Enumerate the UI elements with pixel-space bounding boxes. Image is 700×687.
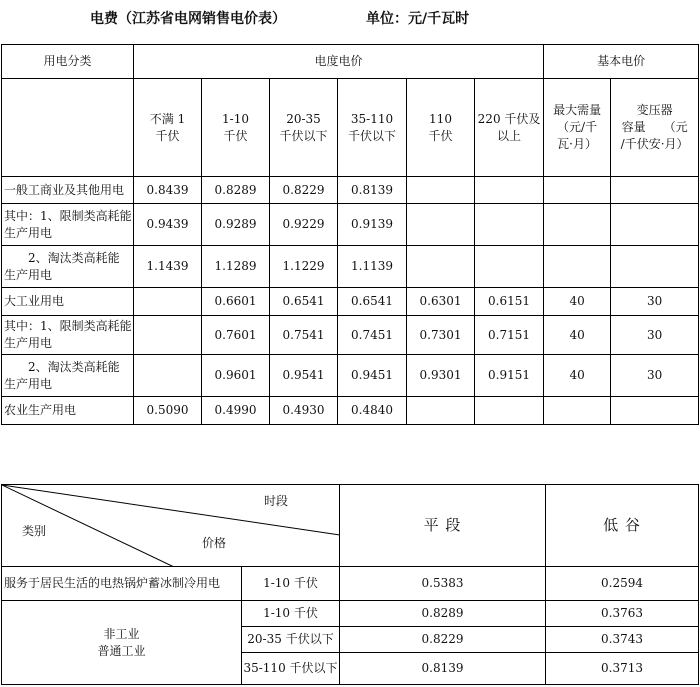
flat-period-header: 平 段 [340,485,546,567]
tariff-table-body [2,177,699,425]
time-of-use-table [1,484,699,685]
price-cell: 0.9229 [270,204,338,246]
voltage-cell: 1-10 千伏 [242,601,340,627]
header-voltage-col: 220 千伏及 以上 [475,79,544,177]
price-cell: 0.4990 [202,397,270,425]
diagonal-header-cell [2,485,340,567]
price-cell: 0.9541 [270,355,338,397]
price-cell: 0.6541 [338,288,407,316]
header-voltage-col: 1-10 千伏 [202,79,270,177]
price-cell [407,397,475,425]
price-cell: 40 [544,316,611,355]
price-cell: 30 [611,355,699,397]
valley-price-cell: 0.2594 [546,567,699,601]
price-cell [611,204,699,246]
price-cell: 0.7541 [270,316,338,355]
price-cell: 0.4930 [270,397,338,425]
price-cell [544,204,611,246]
header-voltage-col: 不满 1 千伏 [134,79,202,177]
price-cell: 0.6541 [270,288,338,316]
valley-price-cell: 0.3743 [546,627,699,653]
price-cell: 1.1439 [134,246,202,288]
price-cell: 0.9451 [338,355,407,397]
price-cell [544,177,611,204]
voltage-cell: 1-10 千伏 [242,567,340,601]
table-row [2,204,699,246]
price-cell: 0.5090 [134,397,202,425]
price-cell: 0.9301 [407,355,475,397]
price-cell: 1.1139 [338,246,407,288]
price-cell: 0.8289 [202,177,270,204]
price-cell: 0.9601 [202,355,270,397]
row-category-label: 大工业用电 [2,288,134,316]
price-cell [611,397,699,425]
price-cell: 0.4840 [338,397,407,425]
header-voltage-col: 35-110 千伏以下 [338,79,407,177]
voltage-cell: 35-110 千伏以下 [242,653,340,685]
price-cell: 0.7151 [475,316,544,355]
tariff-table [1,44,699,425]
price-cell [134,355,202,397]
price-cell [611,177,699,204]
unit-label: 单位：元/千瓦时 [366,11,470,27]
voltage-cell: 20-35 千伏以下 [242,627,340,653]
price-cell: 0.9151 [475,355,544,397]
document-title: 电费（江苏省电网销售电价表） [90,11,286,27]
price-cell: 0.6151 [475,288,544,316]
price-cell [475,204,544,246]
row-category-label: 2、淘汰类高耗能 生产用电 [2,355,134,397]
price-cell [134,288,202,316]
price-cell: 0.6601 [202,288,270,316]
price-cell [475,177,544,204]
flat-price-cell: 0.5383 [340,567,546,601]
price-cell: 0.6301 [407,288,475,316]
price-cell: 0.7301 [407,316,475,355]
price-cell: 0.9139 [338,204,407,246]
price-cell: 30 [611,288,699,316]
price-cell: 0.9439 [134,204,202,246]
header-category-blank [2,79,134,177]
row-category-label: 其中：1、限制类高耗能 生产用电 [2,316,134,355]
document-title-row [0,6,700,28]
header-energy-price: 电度电价 [134,45,544,79]
table-row [2,246,699,288]
header-max-demand: 最大需量 （元/千 瓦·月） [544,79,611,177]
price-cell: 0.7451 [338,316,407,355]
price-cell [475,397,544,425]
table-row [2,316,699,355]
price-cell: 0.7601 [202,316,270,355]
price-cell [544,246,611,288]
price-cell [407,204,475,246]
valley-price-cell: 0.3713 [546,653,699,685]
non-industrial-category: 非工业 普通工业 [2,601,242,685]
price-cell: 0.8139 [338,177,407,204]
header-voltage-col: 20-35 千伏以下 [270,79,338,177]
row-category-label: 农业生产用电 [2,397,134,425]
price-cell: 1.1289 [202,246,270,288]
price-cell: 40 [544,355,611,397]
price-cell: 30 [611,316,699,355]
price-cell [134,316,202,355]
table-row [2,397,699,425]
price-cell [407,246,475,288]
price-cell: 0.8229 [270,177,338,204]
row-category-label: 一般工商业及其他用电 [2,177,134,204]
table-row [2,355,699,397]
heating-cooling-category: 服务于居民生活的电热锅炉蓄冰制冷用电 [2,567,242,601]
header-voltage-col: 110 千伏 [407,79,475,177]
price-label: 价格 [202,536,227,550]
period-label: 时段 [264,494,289,508]
price-cell [407,177,475,204]
header-transformer-capacity: 变压器 容量 （元 /千伏安·月） [611,79,699,177]
price-cell [611,246,699,288]
price-cell [544,397,611,425]
flat-price-cell: 0.8229 [340,627,546,653]
valley-period-header: 低 谷 [546,485,699,567]
header-basic-price: 基本电价 [544,45,699,79]
price-cell: 0.8439 [134,177,202,204]
price-cell: 40 [544,288,611,316]
table-row [2,288,699,316]
flat-price-cell: 0.8289 [340,601,546,627]
row-category-label: 2、淘汰类高耗能 生产用电 [2,246,134,288]
table-row [2,177,699,204]
price-cell [475,246,544,288]
flat-price-cell: 0.8139 [340,653,546,685]
header-category: 用电分类 [2,45,134,79]
diagonal-lines [2,485,340,567]
price-cell: 0.9289 [202,204,270,246]
price-cell: 1.1229 [270,246,338,288]
row-category-label: 其中：1、限制类高耗能 生产用电 [2,204,134,246]
category-label: 类别 [22,524,47,538]
valley-price-cell: 0.3763 [546,601,699,627]
